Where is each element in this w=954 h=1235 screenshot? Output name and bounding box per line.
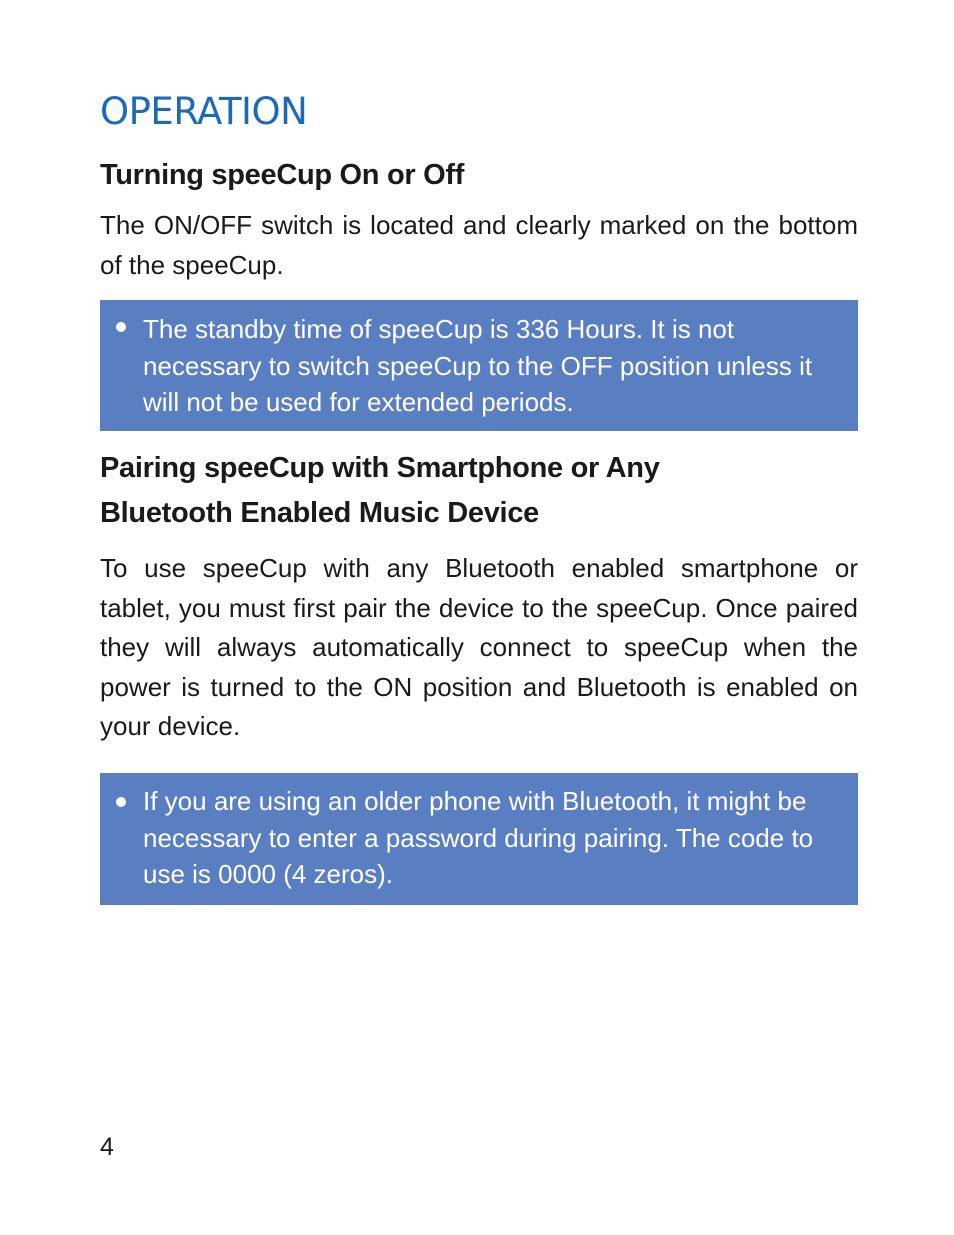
heading-pairing-line2: Bluetooth Enabled Music Device	[100, 497, 539, 529]
note-box-password	[100, 773, 858, 905]
heading-power: Turning speeCup On or Off	[100, 159, 465, 191]
note-standby-text: The standby time of speeCup is 336 Hours. It is not necessary to switch speeCup to the OFF position unless it will not be used for extended periods.	[143, 314, 813, 417]
paragraph-pairing: To use speeCup with any Bluetooth enabled smartphone or tablet, you must first pair the device to the speeCup. Once paired they will always automatically connect to speeCup when the power is turned to the ON position and Bluetooth is enabled on your device.	[100, 553, 858, 741]
note-password-text: If you are using an older phone with Bluetooth, it might be necessary to enter a password during pairing. The code to use is 0000 (4 zeros).	[143, 786, 814, 889]
paragraph-power: The ON/OFF switch is located and clearly marked on the bottom of the speeCup.	[100, 210, 858, 280]
section-title: OPERATION	[100, 90, 308, 133]
bullet-icon	[116, 322, 126, 332]
bullet-icon	[116, 797, 126, 807]
page-number: 4	[100, 1133, 114, 1161]
note-box-standby	[100, 300, 858, 431]
heading-pairing-line1: Pairing speeCup with Smartphone or Any	[100, 452, 660, 484]
